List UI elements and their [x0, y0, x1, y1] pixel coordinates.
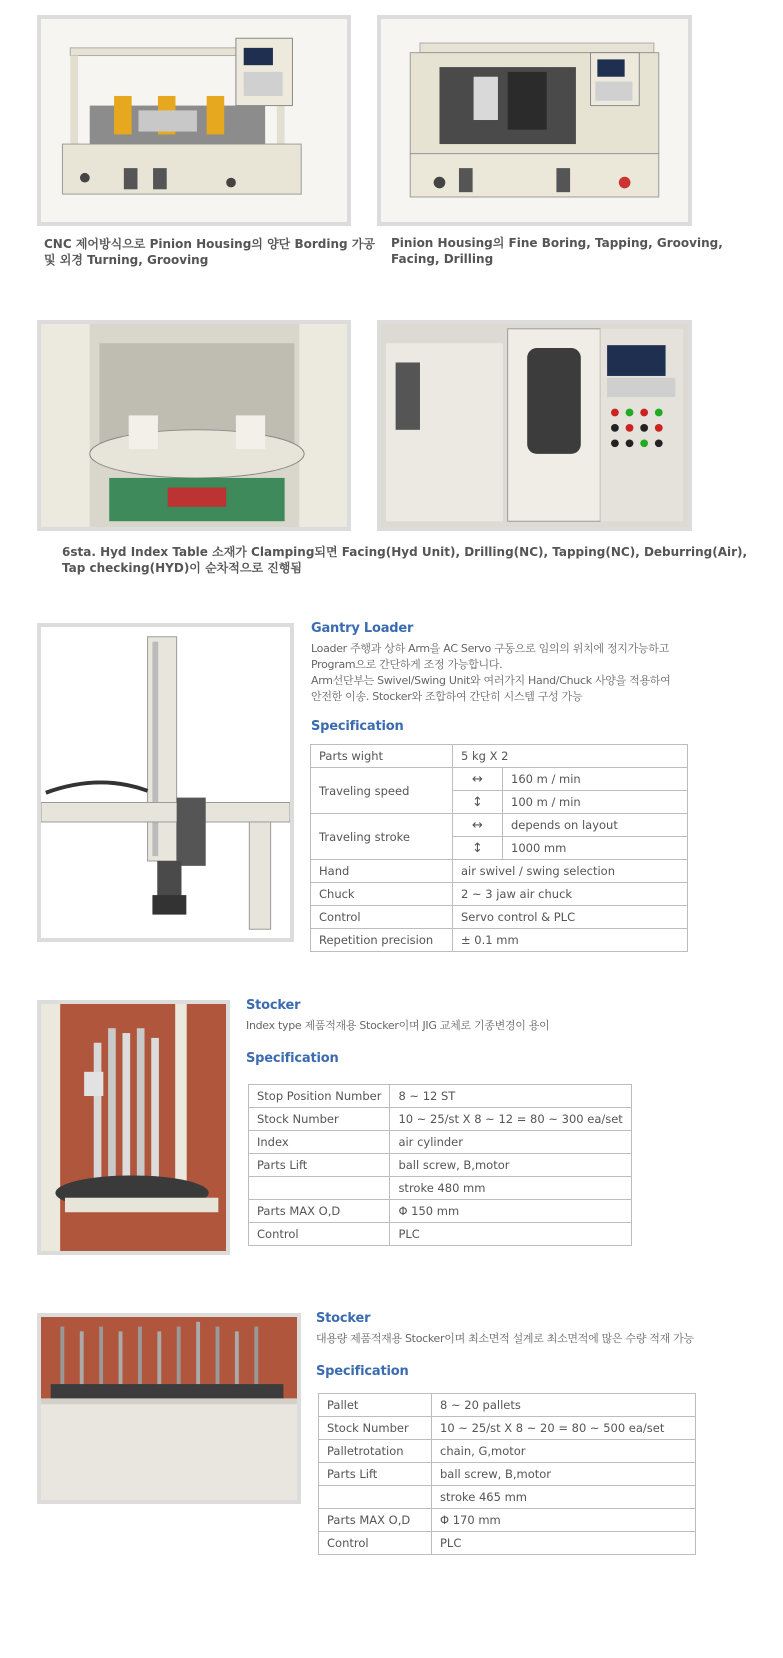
gantry-spec-title: Specification: [311, 719, 404, 734]
cnc-machine-photo: [37, 15, 351, 226]
spec-value: Φ 150 mm: [390, 1200, 631, 1223]
spec-label: Index: [249, 1131, 390, 1154]
vertical-arrow-icon: ↕: [453, 837, 503, 860]
spec-value: PLC: [390, 1223, 631, 1246]
table-row: [319, 1417, 696, 1440]
spec-value: chain, G,motor: [432, 1440, 696, 1463]
spec-value: air cylinder: [390, 1131, 631, 1154]
spec-value: Servo control & PLC: [453, 906, 688, 929]
index-stocker-photo: [37, 1000, 230, 1255]
table-row: [311, 768, 688, 791]
table-row: [319, 1509, 696, 1532]
spec-label: Parts MAX O,D: [319, 1509, 432, 1532]
cnc-machine-caption: CNC 제어방식으로 Pinion Housing의 양단 Bording 가공 및 외경 Turning, Grooving: [44, 237, 375, 267]
stocker2-description: 대용량 제품적재용 Stocker이며 최소면적 설계로 최소면적에 많은 수량 적재 가능: [316, 1332, 694, 1345]
table-row: [249, 1108, 632, 1131]
table-row: [311, 929, 688, 952]
vertical-arrow-icon: ↕: [453, 791, 503, 814]
spec-label: Control: [249, 1223, 390, 1246]
gantry-loader-photo: [37, 623, 294, 942]
spec-value: 10 ~ 25/st X 8 ~ 12 = 80 ~ 300 ea/set: [390, 1108, 631, 1131]
table-row: [249, 1085, 632, 1108]
gantry-title: Gantry Loader: [311, 621, 414, 636]
table-row: [319, 1440, 696, 1463]
spec-label: Chuck: [311, 883, 453, 906]
spec-value: air swivel / swing selection: [453, 860, 688, 883]
spec-label: Parts MAX O,D: [249, 1200, 390, 1223]
index-table-photo: [37, 320, 351, 531]
spec-value: 160 m / min: [503, 768, 688, 791]
horizontal-arrow-icon: ↔: [453, 814, 503, 837]
table-row: [311, 860, 688, 883]
spec-label: Parts Lift: [319, 1463, 432, 1486]
table-row: [319, 1486, 696, 1509]
table-row: [319, 1532, 696, 1555]
spec-label: Pallet: [319, 1394, 432, 1417]
table-row: [249, 1131, 632, 1154]
spec-label: [249, 1177, 390, 1200]
spec-value: depends on layout: [503, 814, 688, 837]
table-row: [311, 745, 688, 768]
spec-value: stroke 465 mm: [432, 1486, 696, 1509]
table-row: [311, 814, 688, 837]
fine-boring-machine-photo: [377, 15, 692, 226]
spec-label: Control: [319, 1532, 432, 1555]
spec-value: Φ 170 mm: [432, 1509, 696, 1532]
table-row: [319, 1394, 696, 1417]
spec-value: ± 0.1 mm: [453, 929, 688, 952]
table-row: [249, 1154, 632, 1177]
table-row: [249, 1200, 632, 1223]
spec-value: ball screw, B,motor: [390, 1154, 631, 1177]
stocker1-description: Index type 제품적재용 Stocker이며 JIG 교체로 기종변경이 용이: [246, 1019, 550, 1032]
spec-label: Hand: [311, 860, 453, 883]
index-control-photo: [377, 320, 692, 531]
horizontal-arrow-icon: ↔: [453, 768, 503, 791]
spec-label: Parts Lift: [249, 1154, 390, 1177]
spec-label: Palletrotation: [319, 1440, 432, 1463]
table-row: [311, 883, 688, 906]
spec-value: stroke 480 mm: [390, 1177, 631, 1200]
stocker2-title: Stocker: [316, 1311, 371, 1326]
spec-value: 2 ~ 3 jaw air chuck: [453, 883, 688, 906]
spec-value: 5 kg X 2: [453, 745, 688, 768]
spec-label: [319, 1486, 432, 1509]
fine-boring-caption: Pinion Housing의 Fine Boring, Tapping, Grooving, Facing, Drilling: [391, 236, 723, 266]
spec-value: 100 m / min: [503, 791, 688, 814]
spec-label: Stock Number: [249, 1108, 390, 1131]
spec-label: Traveling stroke: [311, 814, 453, 860]
index-table-caption: 6sta. Hyd Index Table 소재가 Clamping되면 Facing(Hyd Unit), Drilling(NC), Tapping(NC), Deburring(Air), Tap checking(HYD)이 순차적으로 진행됨: [62, 545, 748, 575]
spec-label: Repetition precision: [311, 929, 453, 952]
spec-label: Traveling speed: [311, 768, 453, 814]
spec-label: Parts wight: [311, 745, 453, 768]
spec-value: 1000 mm: [503, 837, 688, 860]
pallet-stocker-photo: [37, 1313, 301, 1504]
table-row: [319, 1463, 696, 1486]
spec-value: 8 ~ 12 ST: [390, 1085, 631, 1108]
table-row: [249, 1177, 632, 1200]
spec-value: PLC: [432, 1532, 696, 1555]
table-row: [249, 1223, 632, 1246]
stocker2-spec-table: [318, 1393, 696, 1555]
spec-label: Stock Number: [319, 1417, 432, 1440]
gantry-description: Loader 주행과 상하 Arm을 AC Servo 구동으로 임의의 위치에 정지가능하고 Program으로 간단하게 조정 가능합니다. Arm선단부는 Swivel/Swing Unit와 여러가지 Hand/Chuck 사양을 적용하여 안전한 이송. Stocker와 조합하여 간단히 시스템 구성 가능: [311, 642, 671, 703]
stocker2-spec-title: Specification: [316, 1364, 409, 1379]
spec-value: 8 ~ 20 pallets: [432, 1394, 696, 1417]
stocker1-title: Stocker: [246, 998, 301, 1013]
spec-label: Control: [311, 906, 453, 929]
spec-value: 10 ~ 25/st X 8 ~ 20 = 80 ~ 500 ea/set: [432, 1417, 696, 1440]
spec-label: Stop Position Number: [249, 1085, 390, 1108]
gantry-spec-table: [310, 744, 688, 952]
stocker1-spec-title: Specification: [246, 1051, 339, 1066]
stocker1-spec-table: [248, 1084, 632, 1246]
table-row: [311, 906, 688, 929]
spec-value: ball screw, B,motor: [432, 1463, 696, 1486]
